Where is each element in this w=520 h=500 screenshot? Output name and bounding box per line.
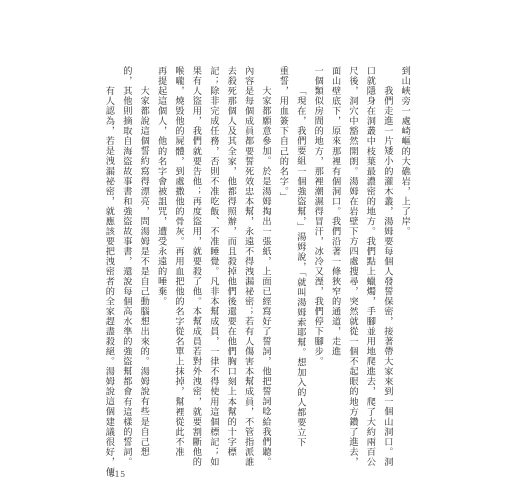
text-column: 有人認為，若是洩漏祕密，就應該要把洩密者的全家趕盡殺絕。湯姆說這個建議很好，便: [103, 86, 115, 477]
text-column: 記；除非完成任務，否則不准吃飯、不准睡覺。凡非本幫成員，一律不得使用這個標記；如: [207, 66, 219, 467]
text-column: 內容是每個成員都要誓死效忠本幫，永遠不得洩漏祕密；若有人傷害本幫成員，不管指派誰: [242, 66, 254, 467]
text-column: 喉嚨，燒毀他的屍體，到處撒他的骨灰。再用血把他的名字從名單上抹掉，幫裡從此不准: [173, 66, 184, 457]
text-column: 我們走進一片矮小的灌木叢，湯姆要每個人發誓保密，接著帶大家來到一個山洞口。洞: [381, 86, 393, 467]
text-column: 果有人盜用，我們就要告他；再度盜用，就要殺了他。本幫成員若對外洩密，就要割斷他的: [190, 66, 202, 467]
text-column: 「現在，我們要組一個強盜幫，」湯姆說，「就叫湯姆索耶幫。想加入的人都要立下: [294, 86, 306, 448]
text-column: 重誓，用血簽下自己的名字。」: [277, 66, 289, 202]
text-column: 面山壁底下，原來那裡有個洞口。我們沿著一條狹窄的通道，走進: [329, 66, 341, 357]
text-column: 的，其他則摘取自海盜故事書和強盜故事書，還說每個高水準的強盜幫都會有這樣的誓詞。: [120, 66, 132, 467]
page-number: 015: [109, 470, 126, 479]
text-column: 大家都說這個誓約寫得漂亮，問湯姆是不是自己動腦想出來的。湯姆說有些是自己想: [138, 86, 150, 457]
text-column: 尺後，洞穴中豁然開朗。湯姆在岩壁下方四處搜尋，突然就從一個不起眼的地方鑽了進去，: [347, 66, 358, 467]
text-column: 一個類似房間的地方，那裡潮濕得冒汗，冰冷又溼，我們停下腳步。: [312, 66, 324, 367]
text-column: 大家都願意參加。於是湯姆掏出一張紙，上面已經寫好了誓詞，他把誓詞唸給我們聽。: [260, 86, 271, 467]
text-column: 去殺死那個人及其全家，他都得照辦，而且殺掉他們後還要在他們胸口刻上本幫的十字標: [225, 66, 237, 457]
text-column: 到山峽旁一處崎嶇的大礁岩，上了岸。: [399, 66, 411, 237]
text-column: 再提起這個人，他的名字會被詛咒，遭受永遠的唾棄。: [155, 66, 167, 307]
text-column: 口就隱身在洞叢中枝葉最濃密的地方。我們點上蠟燭，手腳並用地爬進去，爬了大約兩百公: [364, 66, 376, 467]
